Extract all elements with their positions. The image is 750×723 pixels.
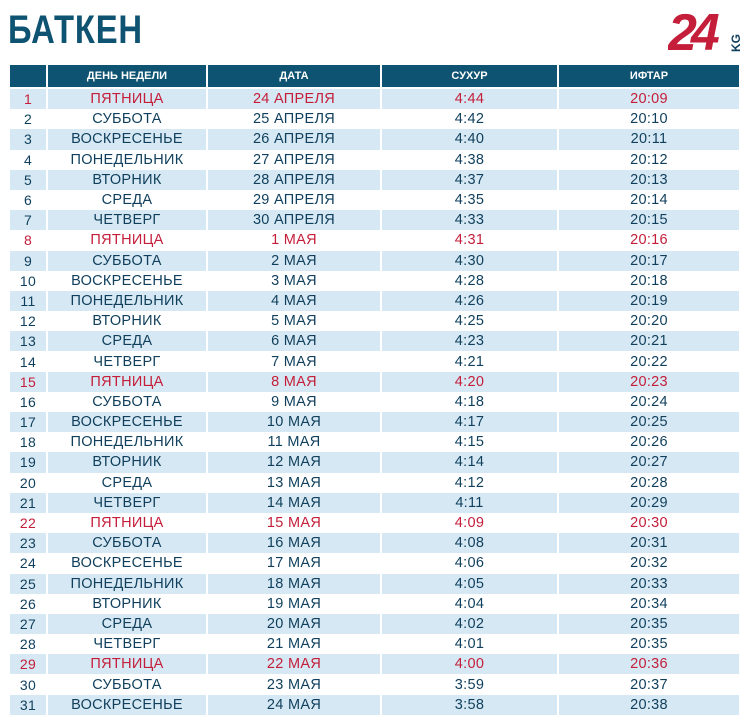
row-day: ПЯТНИЦА bbox=[48, 654, 206, 674]
row-suhur: 4:38 bbox=[382, 150, 557, 170]
table-row bbox=[10, 89, 739, 109]
row-iftar: 20:29 bbox=[559, 493, 739, 513]
row-day: СРЕДА bbox=[48, 473, 206, 493]
row-number: 2 bbox=[10, 109, 46, 129]
table-row bbox=[10, 170, 739, 190]
table-row bbox=[10, 230, 739, 250]
row-number: 14 bbox=[10, 351, 46, 371]
table-row bbox=[10, 695, 739, 715]
row-day: ЧЕТВЕРГ bbox=[48, 351, 206, 371]
table-row bbox=[10, 654, 739, 674]
row-number: 22 bbox=[10, 513, 46, 533]
row-date: 18 МАЯ bbox=[208, 574, 380, 594]
row-date: 17 МАЯ bbox=[208, 553, 380, 573]
table-row bbox=[10, 331, 739, 351]
row-number: 16 bbox=[10, 392, 46, 412]
row-suhur: 4:11 bbox=[382, 493, 557, 513]
logo-suffix: KG bbox=[729, 34, 743, 52]
table-row bbox=[10, 311, 739, 331]
row-number: 5 bbox=[10, 170, 46, 190]
row-number: 30 bbox=[10, 674, 46, 694]
row-iftar: 20:37 bbox=[559, 674, 739, 694]
row-number: 8 bbox=[10, 230, 46, 250]
table-row bbox=[10, 634, 739, 654]
row-date: 14 МАЯ bbox=[208, 493, 380, 513]
row-suhur: 4:28 bbox=[382, 271, 557, 291]
row-number: 24 bbox=[10, 553, 46, 573]
table-header-row bbox=[10, 65, 739, 89]
table-row bbox=[10, 392, 739, 412]
row-day: СУББОТА bbox=[48, 674, 206, 694]
row-suhur: 4:12 bbox=[382, 473, 557, 493]
row-iftar: 20:26 bbox=[559, 432, 739, 452]
table-row bbox=[10, 473, 739, 493]
row-date: 23 МАЯ bbox=[208, 674, 380, 694]
row-suhur: 4:15 bbox=[382, 432, 557, 452]
table-row bbox=[10, 271, 739, 291]
row-suhur: 3:58 bbox=[382, 695, 557, 715]
page-title: БАТКЕН bbox=[8, 8, 143, 52]
row-iftar: 20:34 bbox=[559, 594, 739, 614]
row-number: 12 bbox=[10, 311, 46, 331]
row-date: 2 МАЯ bbox=[208, 251, 380, 271]
row-iftar: 20:17 bbox=[559, 251, 739, 271]
row-suhur: 4:02 bbox=[382, 614, 557, 634]
row-day: ЧЕТВЕРГ bbox=[48, 493, 206, 513]
row-day: ВОСКРЕСЕНЬЕ bbox=[48, 553, 206, 573]
row-date: 24 МАЯ bbox=[208, 695, 380, 715]
row-number: 31 bbox=[10, 695, 46, 715]
row-iftar: 20:36 bbox=[559, 654, 739, 674]
row-suhur: 4:23 bbox=[382, 331, 557, 351]
row-day: ВОСКРЕСЕНЬЕ bbox=[48, 129, 206, 149]
row-number: 18 bbox=[10, 432, 46, 452]
row-day: ПОНЕДЕЛЬНИК bbox=[48, 574, 206, 594]
row-date: 20 МАЯ bbox=[208, 614, 380, 634]
row-date: 5 МАЯ bbox=[208, 311, 380, 331]
header-date: ДАТА bbox=[208, 65, 380, 89]
row-number: 29 bbox=[10, 654, 46, 674]
row-date: 28 АПРЕЛЯ bbox=[208, 170, 380, 190]
table-row bbox=[10, 553, 739, 573]
row-iftar: 20:35 bbox=[559, 634, 739, 654]
row-day: ПЯТНИЦА bbox=[48, 230, 206, 250]
row-number: 25 bbox=[10, 574, 46, 594]
table-row bbox=[10, 452, 739, 472]
row-iftar: 20:30 bbox=[559, 513, 739, 533]
row-suhur: 4:06 bbox=[382, 553, 557, 573]
row-suhur: 4:18 bbox=[382, 392, 557, 412]
row-day: ПОНЕДЕЛЬНИК bbox=[48, 291, 206, 311]
row-day: ВОСКРЕСЕНЬЕ bbox=[48, 271, 206, 291]
row-suhur: 4:17 bbox=[382, 412, 557, 432]
row-iftar: 20:23 bbox=[559, 372, 739, 392]
row-number: 4 bbox=[10, 150, 46, 170]
header-iftar: ИФТАР bbox=[559, 65, 739, 89]
row-suhur: 4:30 bbox=[382, 251, 557, 271]
table-row bbox=[10, 432, 739, 452]
header-suhur: СУХУР bbox=[382, 65, 557, 89]
row-date: 15 МАЯ bbox=[208, 513, 380, 533]
table-row bbox=[10, 351, 739, 371]
row-date: 12 МАЯ bbox=[208, 452, 380, 472]
row-day: ВОСКРЕСЕНЬЕ bbox=[48, 695, 206, 715]
row-iftar: 20:09 bbox=[559, 89, 739, 109]
row-day: ВТОРНИК bbox=[48, 170, 206, 190]
row-suhur: 4:20 bbox=[382, 372, 557, 392]
row-day: ВТОРНИК bbox=[48, 311, 206, 331]
row-suhur: 4:26 bbox=[382, 291, 557, 311]
row-date: 30 АПРЕЛЯ bbox=[208, 210, 380, 230]
table-row bbox=[10, 614, 739, 634]
table-row bbox=[10, 513, 739, 533]
table-row bbox=[10, 109, 739, 129]
row-iftar: 20:22 bbox=[559, 351, 739, 371]
row-suhur: 4:01 bbox=[382, 634, 557, 654]
row-date: 13 МАЯ bbox=[208, 473, 380, 493]
row-number: 10 bbox=[10, 271, 46, 291]
row-day: ПОНЕДЕЛЬНИК bbox=[48, 432, 206, 452]
row-iftar: 20:38 bbox=[559, 695, 739, 715]
row-day: ЧЕТВЕРГ bbox=[48, 210, 206, 230]
row-suhur: 4:00 bbox=[382, 654, 557, 674]
row-day: ПЯТНИЦА bbox=[48, 89, 206, 109]
row-number: 20 bbox=[10, 473, 46, 493]
row-number: 21 bbox=[10, 493, 46, 513]
row-number: 17 bbox=[10, 412, 46, 432]
table-row bbox=[10, 190, 739, 210]
row-day: ВТОРНИК bbox=[48, 452, 206, 472]
table-row bbox=[10, 291, 739, 311]
row-suhur: 4:42 bbox=[382, 109, 557, 129]
header-number bbox=[10, 65, 46, 89]
row-iftar: 20:16 bbox=[559, 230, 739, 250]
row-date: 29 АПРЕЛЯ bbox=[208, 190, 380, 210]
row-iftar: 20:11 bbox=[559, 129, 739, 149]
row-iftar: 20:31 bbox=[559, 533, 739, 553]
row-date: 7 МАЯ bbox=[208, 351, 380, 371]
row-iftar: 20:12 bbox=[559, 150, 739, 170]
row-suhur: 4:31 bbox=[382, 230, 557, 250]
row-day: ПЯТНИЦА bbox=[48, 372, 206, 392]
row-number: 23 bbox=[10, 533, 46, 553]
row-iftar: 20:15 bbox=[559, 210, 739, 230]
row-day: ВТОРНИК bbox=[48, 594, 206, 614]
row-date: 4 МАЯ bbox=[208, 291, 380, 311]
row-day: ЧЕТВЕРГ bbox=[48, 634, 206, 654]
row-date: 8 МАЯ bbox=[208, 372, 380, 392]
row-iftar: 20:20 bbox=[559, 311, 739, 331]
row-iftar: 20:21 bbox=[559, 331, 739, 351]
row-date: 19 МАЯ bbox=[208, 594, 380, 614]
row-day: СУББОТА bbox=[48, 533, 206, 553]
table-row bbox=[10, 493, 739, 513]
row-suhur: 4:04 bbox=[382, 594, 557, 614]
row-number: 3 bbox=[10, 129, 46, 149]
row-date: 16 МАЯ bbox=[208, 533, 380, 553]
row-iftar: 20:24 bbox=[559, 392, 739, 412]
row-suhur: 4:08 bbox=[382, 533, 557, 553]
row-number: 28 bbox=[10, 634, 46, 654]
row-number: 9 bbox=[10, 251, 46, 271]
row-number: 7 bbox=[10, 210, 46, 230]
row-iftar: 20:19 bbox=[559, 291, 739, 311]
table-row bbox=[10, 150, 739, 170]
row-day: ПОНЕДЕЛЬНИК bbox=[48, 150, 206, 170]
row-day: СРЕДА bbox=[48, 614, 206, 634]
row-date: 26 АПРЕЛЯ bbox=[208, 129, 380, 149]
row-number: 1 bbox=[10, 89, 46, 109]
row-iftar: 20:32 bbox=[559, 553, 739, 573]
row-date: 11 МАЯ bbox=[208, 432, 380, 452]
header-day: ДЕНЬ НЕДЕЛИ bbox=[48, 65, 206, 89]
row-date: 22 МАЯ bbox=[208, 654, 380, 674]
table-row bbox=[10, 210, 739, 230]
row-iftar: 20:35 bbox=[559, 614, 739, 634]
row-number: 27 bbox=[10, 614, 46, 634]
table-row bbox=[10, 129, 739, 149]
row-suhur: 4:14 bbox=[382, 452, 557, 472]
row-date: 3 МАЯ bbox=[208, 271, 380, 291]
row-date: 25 АПРЕЛЯ bbox=[208, 109, 380, 129]
row-number: 19 bbox=[10, 452, 46, 472]
row-iftar: 20:27 bbox=[559, 452, 739, 472]
row-suhur: 4:21 bbox=[382, 351, 557, 371]
row-iftar: 20:10 bbox=[559, 109, 739, 129]
row-suhur: 4:35 bbox=[382, 190, 557, 210]
row-number: 6 bbox=[10, 190, 46, 210]
row-iftar: 20:33 bbox=[559, 574, 739, 594]
row-day: ПЯТНИЦА bbox=[48, 513, 206, 533]
table-row bbox=[10, 533, 739, 553]
row-suhur: 3:59 bbox=[382, 674, 557, 694]
row-iftar: 20:28 bbox=[559, 473, 739, 493]
row-day: СУББОТА bbox=[48, 392, 206, 412]
row-iftar: 20:14 bbox=[559, 190, 739, 210]
row-date: 6 МАЯ bbox=[208, 331, 380, 351]
row-suhur: 4:37 bbox=[382, 170, 557, 190]
row-date: 21 МАЯ bbox=[208, 634, 380, 654]
row-date: 1 МАЯ bbox=[208, 230, 380, 250]
row-number: 26 bbox=[10, 594, 46, 614]
row-day: СРЕДА bbox=[48, 331, 206, 351]
row-date: 10 МАЯ bbox=[208, 412, 380, 432]
logo-number: 24 bbox=[668, 6, 714, 54]
row-suhur: 4:09 bbox=[382, 513, 557, 533]
table-row bbox=[10, 372, 739, 392]
table-row bbox=[10, 251, 739, 271]
row-suhur: 4:25 bbox=[382, 311, 557, 331]
row-suhur: 4:40 bbox=[382, 129, 557, 149]
table-body bbox=[10, 89, 739, 715]
row-number: 15 bbox=[10, 372, 46, 392]
row-iftar: 20:25 bbox=[559, 412, 739, 432]
table-row bbox=[10, 674, 739, 694]
row-date: 27 АПРЕЛЯ bbox=[208, 150, 380, 170]
row-day: СРЕДА bbox=[48, 190, 206, 210]
row-day: ВОСКРЕСЕНЬЕ bbox=[48, 412, 206, 432]
row-day: СУББОТА bbox=[48, 251, 206, 271]
row-suhur: 4:44 bbox=[382, 89, 557, 109]
row-iftar: 20:18 bbox=[559, 271, 739, 291]
row-day: СУББОТА bbox=[48, 109, 206, 129]
row-suhur: 4:33 bbox=[382, 210, 557, 230]
ramadan-schedule-table bbox=[8, 65, 741, 715]
row-suhur: 4:05 bbox=[382, 574, 557, 594]
24kg-logo bbox=[668, 6, 744, 54]
table-row bbox=[10, 574, 739, 594]
table-row bbox=[10, 412, 739, 432]
row-date: 24 АПРЕЛЯ bbox=[208, 89, 380, 109]
row-date: 9 МАЯ bbox=[208, 392, 380, 412]
row-number: 11 bbox=[10, 291, 46, 311]
row-number: 13 bbox=[10, 331, 46, 351]
row-iftar: 20:13 bbox=[559, 170, 739, 190]
table-row bbox=[10, 594, 739, 614]
